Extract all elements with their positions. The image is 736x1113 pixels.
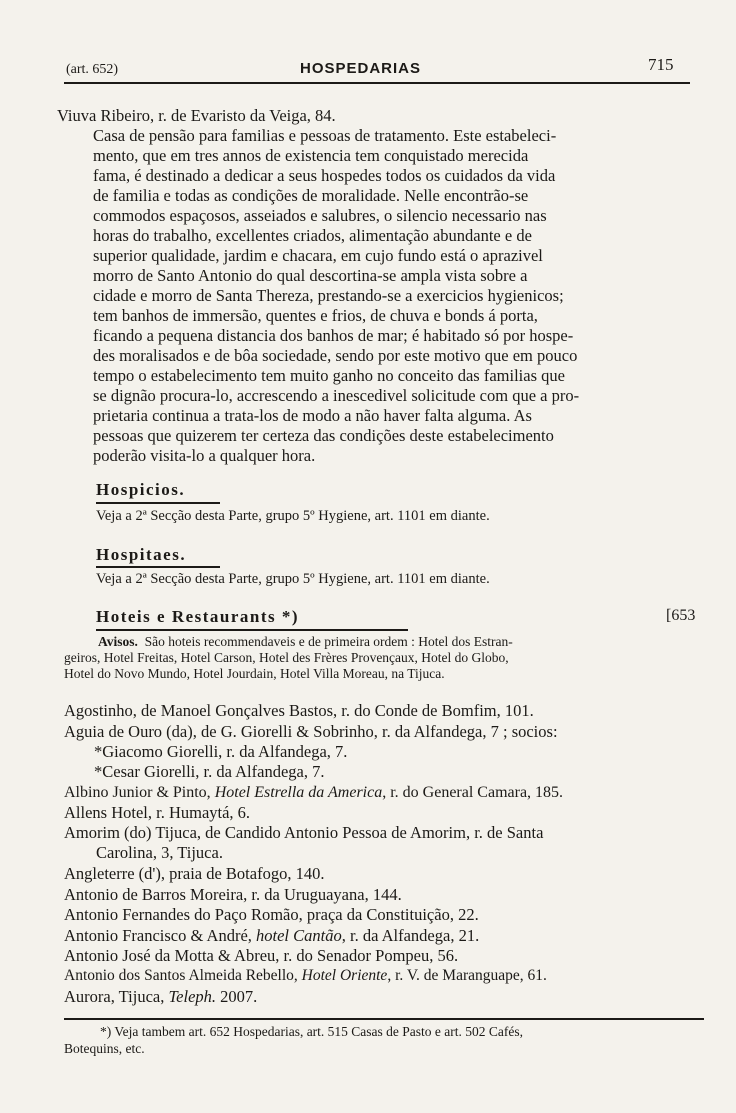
text-line: Casa de pensão para familias e pessoas de tratamento. Este estabeleci- (93, 126, 557, 145)
hotel-entry: Antonio Francisco & André, hotel Cantão, r. da Alfandega, 21. (64, 926, 480, 945)
avisos-label: Avisos. (98, 634, 138, 649)
text-line: poderão visita-lo a qualquer hora. (93, 446, 316, 465)
section-underline (96, 566, 220, 568)
hotel-entry: Agostinho, de Manoel Gonçalves Bastos, r. do Conde de Bomfim, 101. (64, 701, 534, 720)
text-line: commodos espaçosos, asseiados e salubres, o silencio necessario nas (93, 206, 547, 225)
hotel-entry: Allens Hotel, r. Humaytá, 6. (64, 803, 251, 822)
hotel-entry-partner: *Giacomo Giorelli, r. da Alfandega, 7. (94, 742, 348, 761)
hotel-entry: Antonio José da Motta & Abreu, r. do Senador Pompeu, 56. (64, 946, 459, 965)
text-line: morro de Santo Antonio do qual descortina-se ampla vista sobre a (93, 266, 528, 285)
footnote-line: *) Veja tambem art. 652 Hospedarias, art. 515 Casas de Pasto e art. 502 Cafés, (100, 1024, 524, 1039)
text-line: de familia e todas as condições de moralidade. Nelle encontrão-se (93, 186, 529, 205)
hospitaes-reference: Veja a 2ª Secção desta Parte, grupo 5º Hygiene, art. 1101 em diante. (96, 571, 490, 587)
text-line: Viuva Ribeiro, r. de Evaristo da Veiga, 84. (57, 106, 336, 125)
running-head-title: HOSPEDARIAS (300, 60, 422, 77)
footnote-rule (64, 1018, 704, 1020)
avisos-line: geiros, Hotel Freitas, Hotel Carson, Hotel des Frères Provençaux, Hotel do Globo, (64, 650, 509, 665)
section-reference-number: [653 (666, 607, 696, 624)
hotel-entry-continuation: Carolina, 3, Tijuca. (96, 843, 223, 862)
section-title-hospicios: Hospicios. (96, 480, 186, 499)
text-line: fama, é destinado a dedicar a seus hospedes todos os cuidados da vida (93, 166, 556, 185)
text-line: des moralisados e de bôa sociedade, sendo por este motivo que em pouco (93, 346, 578, 365)
running-head-article: (art. 652) (66, 62, 119, 77)
section-underline (96, 502, 220, 504)
text-line: mento, que em tres annos de existencia tem conquistado merecida (93, 146, 529, 165)
section-title-hoteis: Hoteis e Restaurants *) (96, 607, 300, 626)
avisos-text: São hoteis recommendaveis e de primeira ordem : Hotel dos Estran- (144, 634, 513, 649)
hospicios-reference: Veja a 2ª Secção desta Parte, grupo 5º Hygiene, art. 1101 em diante. (96, 508, 490, 524)
text-line: ficando a pequena distancia dos banhos de mar; é habitado só por hospe- (93, 326, 574, 345)
hotel-entry: Aguia de Ouro (da), de G. Giorelli & Sobrinho, r. da Alfandega, 7 ; socios: (64, 722, 558, 741)
text-line: pessoas que quizerem ter certeza das condições deste estabelecimento (93, 426, 554, 445)
hotel-entry: Aurora, Tijuca, Teleph. 2007. (64, 987, 258, 1006)
page-number: 715 (648, 55, 674, 74)
text-line: se dignão procura-lo, accrescendo a inescedivel solicitude com que a pro- (93, 386, 580, 405)
avisos-line (98, 634, 513, 650)
header-rule (64, 82, 690, 84)
hotel-entry: Antonio dos Santos Almeida Rebello, Hotel Oriente, r. V. de Maranguape, 61. (64, 967, 547, 984)
text-line: tem banhos de immersão, quentes e frios, de chuva e bonds á porta, (93, 306, 538, 325)
text-line: prietaria continua a trata-los de modo a não haver falta alguma. As (93, 406, 532, 425)
footnote-line: Botequins, etc. (64, 1041, 145, 1056)
section-underline (96, 629, 408, 631)
hotel-entry: Antonio de Barros Moreira, r. da Uruguayana, 144. (64, 885, 402, 904)
hotel-entry-partner: *Cesar Giorelli, r. da Alfandega, 7. (94, 762, 325, 781)
hotel-entry: Albino Junior & Pinto, Hotel Estrella da America, r. do General Camara, 185. (64, 784, 564, 801)
text-line: horas do trabalho, excellentes criados, alimentação abundante e de (93, 226, 532, 245)
text-line: tempo o estabelecimento tem muito ganho no conceito das familias que (93, 366, 565, 385)
avisos-line: Hotel do Novo Mundo, Hotel Jourdain, Hotel Villa Moreau, na Tijuca. (64, 666, 445, 681)
hotel-entry: Angleterre (d'), praia de Botafogo, 140. (64, 864, 325, 883)
hotel-entry: Antonio Fernandes do Paço Romão, praça da Constituição, 22. (64, 905, 479, 924)
text-line: cidade e morro de Santa Thereza, prestando-se a exercicios hygienicos; (93, 286, 564, 305)
section-title-hospitaes: Hospitaes. (96, 545, 187, 564)
text-line: superior qualidade, jardim e chacara, em cujo fundo está o aprazivel (93, 246, 543, 265)
hotel-entry: Amorim (do) Tijuca, de Candido Antonio Pessoa de Amorim, r. de Santa (64, 823, 544, 842)
